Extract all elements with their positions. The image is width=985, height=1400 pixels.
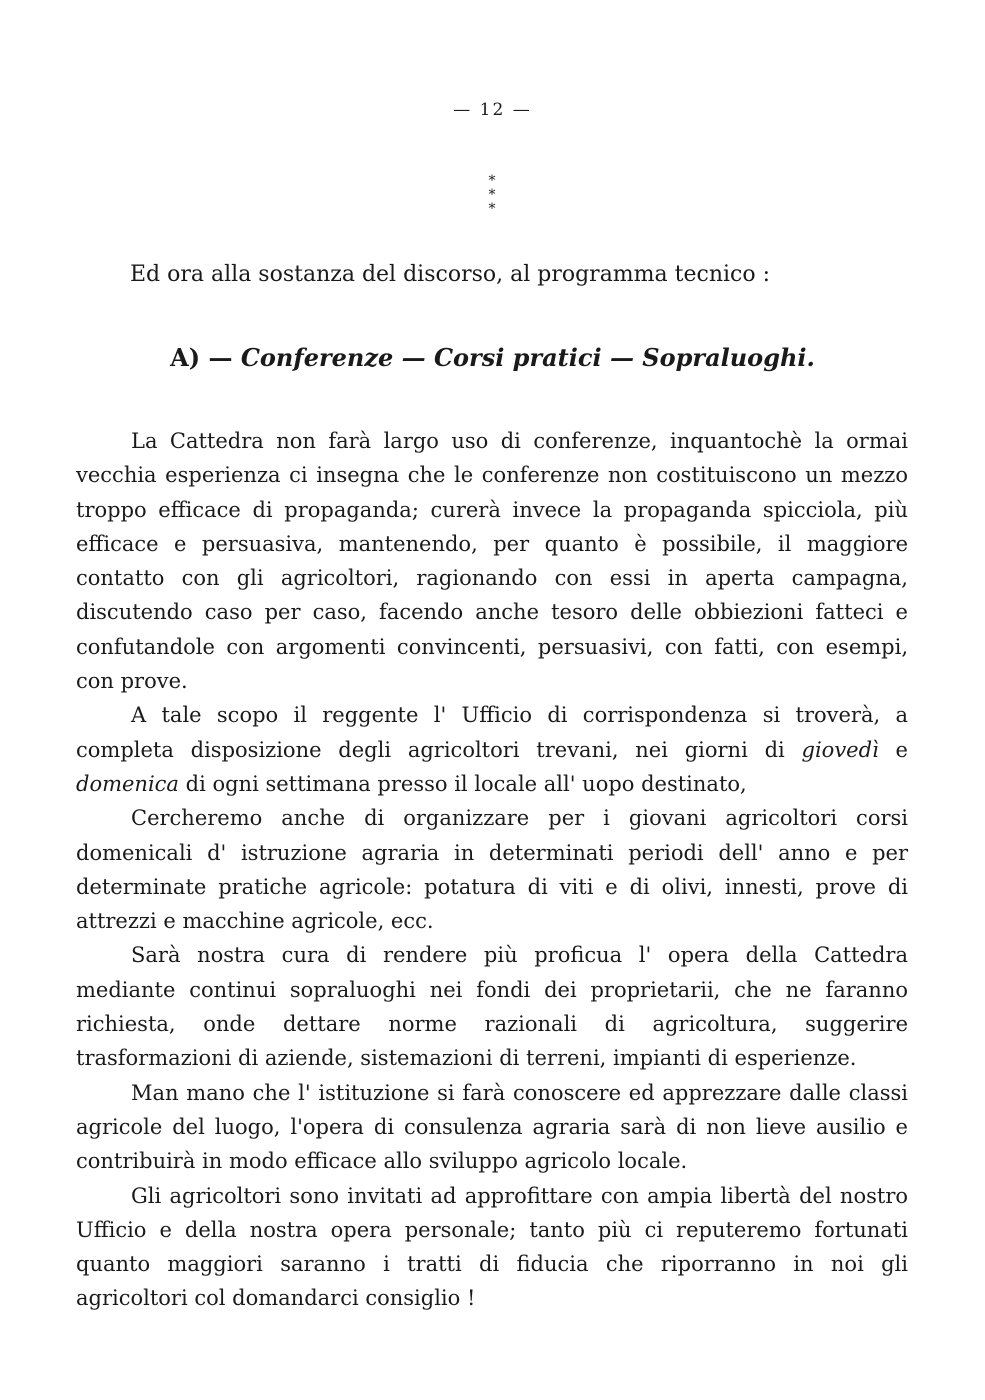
- paragraph-ufficio-middle: e: [878, 737, 908, 762]
- section-titles: Conferenze — Corsi pratici — Sopraluoghi.: [240, 343, 815, 372]
- page-number: — 12 —: [453, 100, 532, 120]
- paragraph-ufficio-before: A tale scopo il reggente l' Ufficio di corrispondenza si troverà, a completa disposizione degli agricoltori trevani, nei giorni di: [76, 703, 908, 762]
- section-heading: [0, 340, 985, 376]
- intro-sentence: Ed ora alla sostanza del discorso, al programma tecnico :: [130, 262, 770, 287]
- body-text: [76, 424, 908, 1316]
- section-letter: A) —: [170, 343, 233, 372]
- paragraph-ufficio-after: di ogni settimana presso il locale all' uopo destinato,: [178, 771, 747, 796]
- paragraph-sopraluoghi: Sarà nostra cura di rendere più proficua l' opera della Cattedra mediante continui sopraluoghi nei fondi dei proprietarii, che ne faranno richiesta, onde dettare norme razionali di agricoltura, suggerire trasformazioni di aziende, sistemazioni di terreni, impianti di esperienze.: [76, 943, 908, 1071]
- paragraph-consulenza: Man mano che l' istituzione si farà conoscere ed apprezzare dalle classi agricole del luogo, l'opera di consulenza agraria sarà di non lieve ausilio e contribuirà in modo efficace allo sviluppo agricolo locale.: [76, 1080, 908, 1174]
- paragraph-corsi: Cercheremo anche di organizzare per i giovani agricoltori corsi domenicali d' istruzione agraria in determinati periodi dell' anno e per determinate pratiche agricole: potatura di viti e di olivi, innesti, prove di attrezzi e macchine agricole, ecc.: [76, 806, 908, 934]
- paragraph-ufficio: [76, 698, 908, 801]
- asterism-top: *: [488, 173, 496, 189]
- paragraph-ufficio-domenica: domenica: [76, 771, 179, 796]
- asterism-separator: [472, 173, 512, 217]
- asterism-bottom: * *: [488, 187, 502, 217]
- paragraph-ufficio-giovedi: giovedì: [801, 737, 879, 762]
- paragraph-invito: Gli agricoltori sono invitati ad approfittare con ampia libertà del nostro Ufficio e della nostra opera personale; tanto più ci reputeremo fortunati quanto maggiori saranno i tratti di fiducia che riporranno in noi gli agricoltori col domandarci consiglio !: [76, 1183, 908, 1311]
- paragraph-conferenze: La Cattedra non farà largo uso di conferenze, inquantochè la ormai vecchia esperienza ci insegna che le conferenze non costituiscono un mezzo troppo efficace di propaganda; curerà invece la propaganda spicciola, più efficace e persuasiva, mantenendo, per quanto è possibile, il maggiore contatto con gli agricoltori, ragionando con essi in aperta campagna, discutendo caso per caso, facendo anche tesoro delle obbiezioni fatteci e confutandole con argomenti convincenti, persuasivi, con fatti, con esempi, con prove.: [76, 429, 908, 694]
